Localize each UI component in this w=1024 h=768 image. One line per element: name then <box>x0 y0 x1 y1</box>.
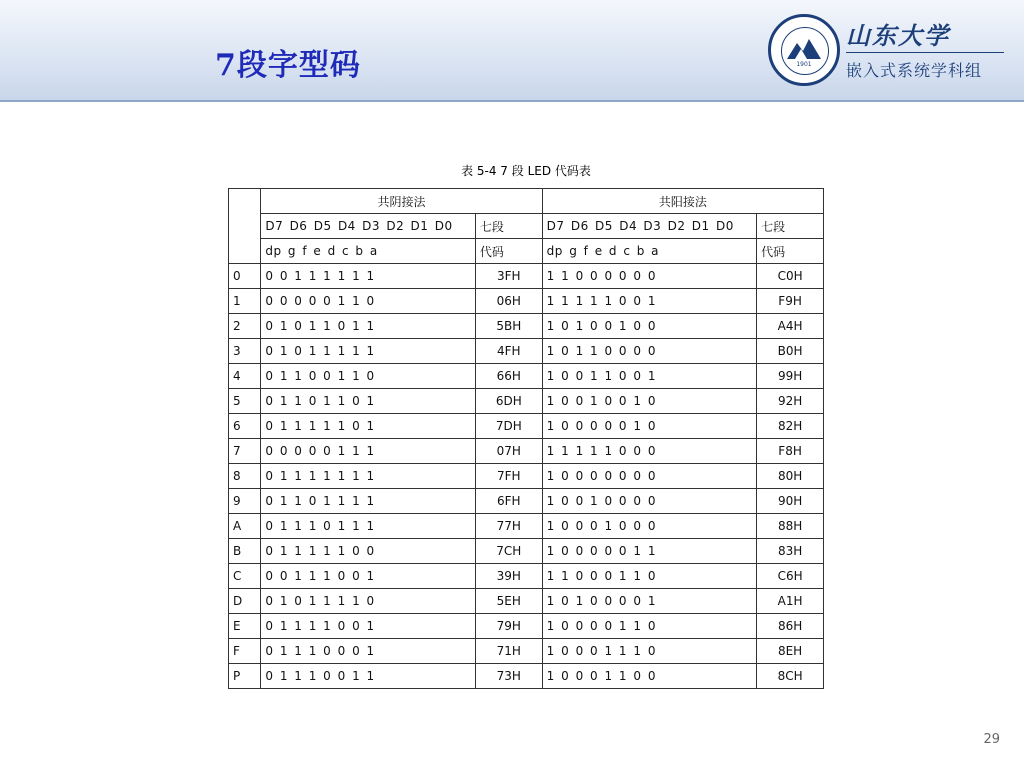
table-segment-header-row <box>229 239 824 264</box>
group-name: 嵌入式系统学科组 <box>846 61 983 80</box>
ca-bits: 1 0 0 0 0 0 1 0 <box>542 414 757 439</box>
row-key: 5 <box>229 389 261 414</box>
cc-code: 77H <box>475 514 542 539</box>
table-row <box>229 464 824 489</box>
led-code-table <box>228 188 824 689</box>
ca-code: 88H <box>757 514 824 539</box>
ca-code: A4H <box>757 314 824 339</box>
seal-year: 1901 <box>796 61 812 68</box>
ca-code: 80H <box>757 464 824 489</box>
ca-code: 8CH <box>757 664 824 689</box>
cc-bits: 0 1 1 1 0 1 1 1 <box>261 514 476 539</box>
cc-code: 5BH <box>475 314 542 339</box>
ca-bits: 1 0 0 0 1 1 1 0 <box>542 639 757 664</box>
cc-bits: 0 1 1 1 1 1 0 1 <box>261 414 476 439</box>
row-key: 0 <box>229 264 261 289</box>
table-row <box>229 489 824 514</box>
table-row <box>229 439 824 464</box>
logo-divider <box>846 52 1004 53</box>
code-subheader-cc: 代码 <box>475 239 542 264</box>
ca-code: 82H <box>757 414 824 439</box>
table-body <box>229 264 824 689</box>
cc-bits: 0 0 1 1 1 0 0 1 <box>261 564 476 589</box>
corner-cell <box>229 189 261 264</box>
ca-code: F8H <box>757 439 824 464</box>
row-key: 2 <box>229 314 261 339</box>
cc-bits: 0 0 0 0 0 1 1 1 <box>261 439 476 464</box>
bit-header-ca: D7 D6 D5 D4 D3 D2 D1 D0 <box>542 214 757 239</box>
code-subheader-ca: 代码 <box>757 239 824 264</box>
cc-code: 3FH <box>475 264 542 289</box>
cc-bits: 0 1 0 1 1 0 1 1 <box>261 314 476 339</box>
cc-code: 4FH <box>475 339 542 364</box>
ca-bits: 1 0 1 0 0 1 0 0 <box>542 314 757 339</box>
cc-code: 06H <box>475 289 542 314</box>
cc-bits: 0 0 0 0 0 1 1 0 <box>261 289 476 314</box>
university-name: 山东大学 <box>846 21 950 50</box>
ca-bits: 1 1 0 0 0 1 1 0 <box>542 564 757 589</box>
cc-code: 07H <box>475 439 542 464</box>
table-row <box>229 389 824 414</box>
ca-bits: 1 1 1 1 1 0 0 1 <box>542 289 757 314</box>
ca-code: C6H <box>757 564 824 589</box>
cc-code: 6DH <box>475 389 542 414</box>
group-header-common-anode: 共阳接法 <box>542 189 823 214</box>
row-key: 6 <box>229 414 261 439</box>
segment-header-cc: dp g f e d c b a <box>261 239 476 264</box>
cc-bits: 0 1 0 1 1 1 1 1 <box>261 339 476 364</box>
table-row <box>229 614 824 639</box>
table-bit-header-row <box>229 214 824 239</box>
group-header-common-cathode: 共阴接法 <box>261 189 542 214</box>
cc-code: 7FH <box>475 464 542 489</box>
ca-bits: 1 0 0 1 1 0 0 1 <box>542 364 757 389</box>
ca-bits: 1 0 1 0 0 0 0 1 <box>542 589 757 614</box>
table-caption: 表 5-4 7 段 LED 代码表 <box>461 164 591 178</box>
university-seal-icon <box>768 14 840 86</box>
row-key: 7 <box>229 439 261 464</box>
ca-bits: 1 1 0 0 0 0 0 0 <box>542 264 757 289</box>
table-row <box>229 664 824 689</box>
table-row <box>229 414 824 439</box>
row-key: E <box>229 614 261 639</box>
segment-header-ca: dp g f e d c b a <box>542 239 757 264</box>
cc-code: 79H <box>475 614 542 639</box>
ca-bits: 1 0 0 0 1 0 0 0 <box>542 514 757 539</box>
ca-code: C0H <box>757 264 824 289</box>
ca-code: 99H <box>757 364 824 389</box>
table-row <box>229 314 824 339</box>
ca-bits: 1 1 1 1 1 0 0 0 <box>542 439 757 464</box>
table-row <box>229 289 824 314</box>
ca-code: 92H <box>757 389 824 414</box>
cc-bits: 0 1 0 1 1 1 1 0 <box>261 589 476 614</box>
code-header-ca: 七段 <box>757 214 824 239</box>
bit-header-cc: D7 D6 D5 D4 D3 D2 D1 D0 <box>261 214 476 239</box>
cc-bits: 0 1 1 1 1 1 1 1 <box>261 464 476 489</box>
row-key: 1 <box>229 289 261 314</box>
ca-code: 8EH <box>757 639 824 664</box>
row-key: P <box>229 664 261 689</box>
row-key: C <box>229 564 261 589</box>
ca-code: 86H <box>757 614 824 639</box>
slide-header <box>0 0 1024 102</box>
table-row <box>229 514 824 539</box>
table-row <box>229 339 824 364</box>
row-key: 8 <box>229 464 261 489</box>
cc-bits: 0 1 1 0 1 1 0 1 <box>261 389 476 414</box>
ca-code: 90H <box>757 489 824 514</box>
row-key: 3 <box>229 339 261 364</box>
table-row <box>229 264 824 289</box>
ca-code: B0H <box>757 339 824 364</box>
cc-bits: 0 1 1 1 0 0 0 1 <box>261 639 476 664</box>
cc-code: 39H <box>475 564 542 589</box>
ca-bits: 1 0 0 0 1 1 0 0 <box>542 664 757 689</box>
ca-code: A1H <box>757 589 824 614</box>
table-group-header-row <box>229 189 824 214</box>
ca-bits: 1 0 0 0 0 0 1 1 <box>542 539 757 564</box>
cc-code: 66H <box>475 364 542 389</box>
cc-bits: 0 1 1 1 1 1 0 0 <box>261 539 476 564</box>
ca-bits: 1 0 1 1 0 0 0 0 <box>542 339 757 364</box>
cc-code: 7CH <box>475 539 542 564</box>
cc-bits: 0 1 1 0 0 1 1 0 <box>261 364 476 389</box>
row-key: A <box>229 514 261 539</box>
cc-bits: 0 0 1 1 1 1 1 1 <box>261 264 476 289</box>
cc-code: 71H <box>475 639 542 664</box>
ca-code: 83H <box>757 539 824 564</box>
cc-bits: 0 1 1 0 1 1 1 1 <box>261 489 476 514</box>
table-row <box>229 539 824 564</box>
ca-code: F9H <box>757 289 824 314</box>
table-row <box>229 364 824 389</box>
row-key: D <box>229 589 261 614</box>
row-key: 4 <box>229 364 261 389</box>
ca-bits: 1 0 0 0 0 1 1 0 <box>542 614 757 639</box>
slide-title: 7段字型码 <box>215 48 361 83</box>
code-header-cc: 七段 <box>475 214 542 239</box>
cc-bits: 0 1 1 1 0 0 1 1 <box>261 664 476 689</box>
cc-code: 5EH <box>475 589 542 614</box>
row-key: B <box>229 539 261 564</box>
row-key: 9 <box>229 489 261 514</box>
ca-bits: 1 0 0 1 0 0 0 0 <box>542 489 757 514</box>
cc-code: 7DH <box>475 414 542 439</box>
table-row <box>229 589 824 614</box>
cc-code: 6FH <box>475 489 542 514</box>
ca-bits: 1 0 0 1 0 0 1 0 <box>542 389 757 414</box>
ca-bits: 1 0 0 0 0 0 0 0 <box>542 464 757 489</box>
table-row <box>229 564 824 589</box>
cc-code: 73H <box>475 664 542 689</box>
cc-bits: 0 1 1 1 1 0 0 1 <box>261 614 476 639</box>
row-key: F <box>229 639 261 664</box>
table-row <box>229 639 824 664</box>
page-number: 29 <box>983 732 1000 747</box>
